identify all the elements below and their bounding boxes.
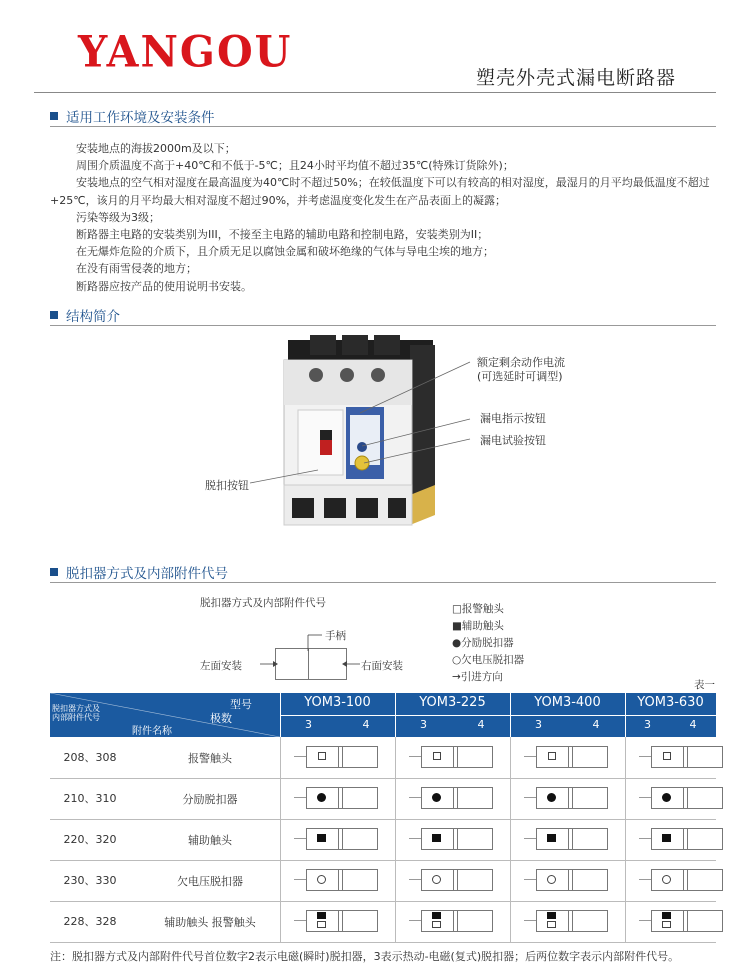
- accessory-diagram: [524, 787, 610, 809]
- table-row: [50, 819, 716, 861]
- accessory-diagram: [639, 746, 725, 768]
- section-divider: [50, 582, 716, 583]
- condition-line: 安装地点的空气相对湿度在最高温度为40℃时不超过50%；在较低温度下可以有较高的相对湿度，最湿月的月平均最低温度不超过+25℃，该月的月平均最大相对湿度不超过90%，并考虑温度变化发生在产品表面上的凝露；: [50, 176, 710, 207]
- label-left-install: 左面安装: [200, 660, 242, 672]
- row-accessory: 辅助触头: [188, 834, 232, 847]
- undervoltage-release-icon: [432, 875, 441, 884]
- row-accessory: 辅助触头 报警触头: [164, 916, 256, 929]
- accessory-diagram: [294, 828, 380, 850]
- pole-count: 3: [420, 718, 427, 731]
- accessory-diagram: [524, 828, 610, 850]
- accessory-diagram: [294, 910, 380, 932]
- aux-alarm-contact-icon: [317, 912, 326, 930]
- auxiliary-contact-icon: [432, 834, 441, 842]
- condition-line: 断路器主电路的安装类别为III，不接至主电路的辅助电路和控制电路，安装类别为II；: [76, 228, 489, 242]
- shunt-release-icon: [432, 793, 441, 802]
- undervoltage-release-icon: [662, 875, 671, 884]
- section-bullet-icon: [50, 568, 58, 576]
- label-right-install: 右面安装: [361, 660, 403, 672]
- accessory-diagram: [409, 787, 495, 809]
- legend-item: ●分励脱扣器: [452, 637, 514, 649]
- table-row: [50, 778, 716, 820]
- accessory-diagram: [639, 910, 725, 932]
- row-accessory: 报警触头: [188, 752, 232, 765]
- accessory-diagram: [639, 828, 725, 850]
- aux-alarm-contact-icon: [547, 912, 556, 930]
- header-code-label: 脱扣器方式及内部附件代号: [52, 704, 100, 722]
- header-accessory-label: 附件名称: [132, 726, 172, 737]
- accessory-diagram: [409, 869, 495, 891]
- pole-count: 3: [644, 718, 651, 731]
- legend-item: →引进方向: [452, 671, 503, 683]
- section-title: 适用工作环境及安装条件: [66, 110, 215, 126]
- diagram-caption: 脱扣器方式及内部附件代号: [200, 597, 326, 609]
- legend-item: ■辅助触头: [452, 620, 504, 632]
- callout-indicator-button: 漏电指示按钮: [480, 412, 546, 425]
- header-model-label: 型号: [230, 698, 252, 711]
- alarm-contact-icon: [548, 752, 556, 760]
- shunt-release-icon: [317, 793, 326, 802]
- model-yom3-225: YOM3-225: [419, 695, 486, 710]
- pole-count: 3: [305, 718, 312, 731]
- header-poles-label: 极数: [210, 712, 232, 725]
- undervoltage-release-icon: [317, 875, 326, 884]
- brand-logo: YANGOU: [78, 26, 293, 78]
- row-code: 228、328: [63, 915, 117, 928]
- table-row: [50, 901, 716, 943]
- aux-alarm-contact-icon: [432, 912, 441, 930]
- accessory-diagram: [639, 787, 725, 809]
- pole-count: 4: [689, 718, 697, 731]
- table-body: [50, 737, 716, 942]
- condition-line: 断路器应按产品的使用说明书安装。: [76, 279, 252, 293]
- pole-count: 4: [477, 718, 485, 731]
- pole-count: 4: [592, 718, 600, 731]
- row-code: 230、330: [63, 874, 117, 887]
- aux-alarm-contact-icon: [662, 912, 671, 930]
- accessory-diagram: [639, 869, 725, 891]
- section-title: 脱扣器方式及内部附件代号: [66, 566, 228, 582]
- accessory-diagram: [294, 869, 380, 891]
- symbol-legend: [452, 601, 524, 686]
- row-accessory: 分励脱扣器: [182, 793, 238, 806]
- model-yom3-100: YOM3-100: [304, 695, 371, 710]
- accessory-diagram: [294, 746, 380, 768]
- condition-line: 周围介质温度不高于+40℃和不低于-5℃；且24小时平均值不超过35℃(特殊订货除外)；: [76, 159, 514, 173]
- accessory-diagram: [294, 787, 380, 809]
- row-code: 210、310: [63, 792, 117, 805]
- undervoltage-release-icon: [547, 875, 556, 884]
- alarm-contact-icon: [318, 752, 326, 760]
- page-title: 塑壳外壳式漏电断路器: [475, 67, 676, 89]
- callout-rated-current: 额定剩余动作电流: [477, 356, 565, 369]
- condition-line: 污染等级为3级；: [76, 210, 160, 224]
- accessory-diagram: [409, 910, 495, 932]
- section-title: 结构简介: [66, 309, 120, 325]
- table-label: 表一: [694, 679, 715, 691]
- model-yom3-400: YOM3-400: [534, 695, 601, 710]
- auxiliary-contact-icon: [547, 834, 556, 842]
- row-code: 208、308: [63, 751, 117, 764]
- row-accessory: 欠电压脱扣器: [177, 875, 243, 888]
- section-heading-accessories: [50, 562, 228, 582]
- alarm-contact-icon: [663, 752, 671, 760]
- accessory-diagram: [409, 746, 495, 768]
- condition-line: 在没有雨雪侵袭的地方；: [76, 262, 197, 276]
- legend-item: ○欠电压脱扣器: [452, 654, 525, 666]
- callout-test-button: 漏电试验按钮: [480, 434, 546, 447]
- legend-item: □报警触头: [452, 603, 504, 615]
- condition-line: 在无爆炸危险的介质下，且介质无足以腐蚀金属和破坏绝缘的气体与导电尘埃的地方；: [76, 245, 494, 259]
- install-diagram-arrows: [240, 625, 380, 685]
- label-handle: 手柄: [325, 630, 346, 642]
- condition-line: 安装地点的海拔2000m及以下；: [76, 142, 236, 155]
- accessory-diagram: [524, 910, 610, 932]
- shunt-release-icon: [547, 793, 556, 802]
- accessory-diagram: [524, 746, 610, 768]
- model-yom3-630: YOM3-630: [637, 695, 704, 710]
- table-row: [50, 860, 716, 902]
- auxiliary-contact-icon: [317, 834, 326, 842]
- row-code: 220、320: [63, 833, 117, 846]
- pole-count: 4: [362, 718, 370, 731]
- shunt-release-icon: [662, 793, 671, 802]
- pole-count: 3: [535, 718, 542, 731]
- auxiliary-contact-icon: [662, 834, 671, 842]
- callout-trip-button: 脱扣按钮: [205, 479, 249, 492]
- alarm-contact-icon: [433, 752, 441, 760]
- table-header: [50, 693, 716, 737]
- table-row: [50, 737, 716, 779]
- accessory-diagram: [524, 869, 610, 891]
- table-footnote: 注：脱扣器方式及内部附件代号首位数字2表示电磁(瞬时)脱扣器，3表示热动-电磁(复式)脱扣器；后两位数字表示内部附件代号。: [50, 950, 680, 963]
- callout-rated-current-sub: (可选延时可调型): [477, 370, 563, 383]
- accessory-diagram: [409, 828, 495, 850]
